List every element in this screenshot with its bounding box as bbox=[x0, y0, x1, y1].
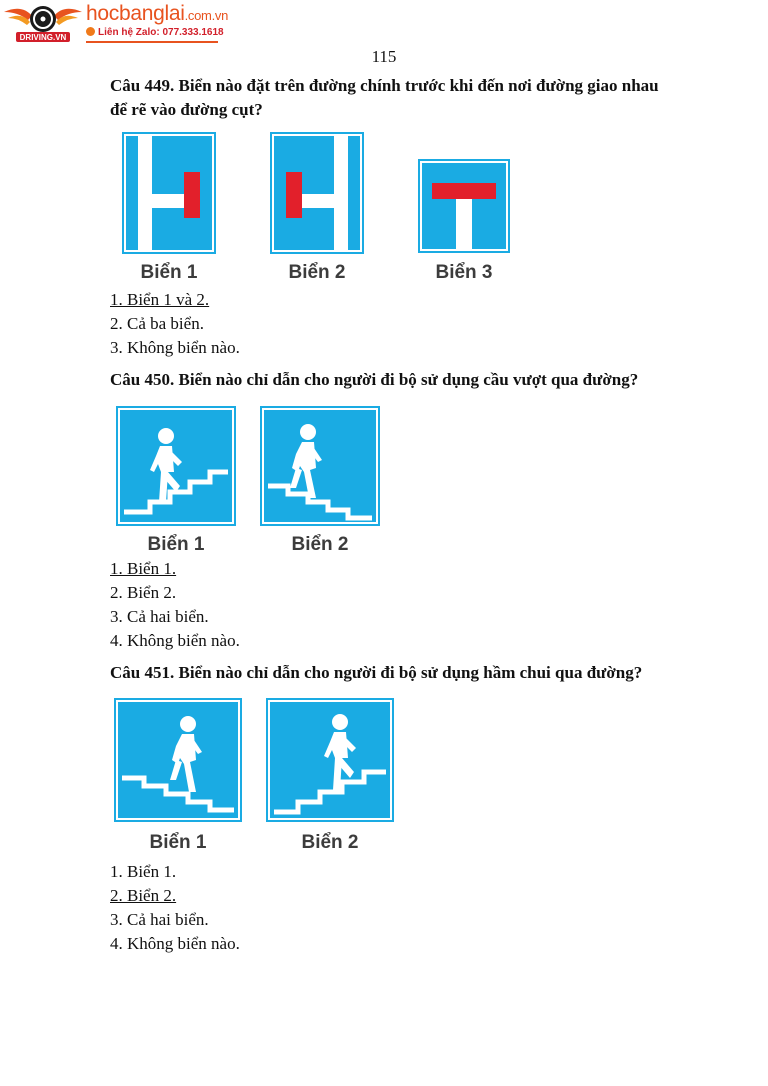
question-449: Câu 449. Biển nào đặt trên đường chính trước khi đến nơi đường giao nhau để rẽ vào đường cụt? bbox=[110, 76, 659, 119]
sign-label: Biển 2 bbox=[291, 534, 349, 555]
brand-name[interactable]: hocbanglai.com.vn bbox=[86, 2, 229, 25]
contact-info: Liên hệ Zalo: 077.333.1618 bbox=[86, 27, 224, 38]
zalo-icon bbox=[86, 27, 95, 36]
sign-label: Biển 1 bbox=[147, 534, 205, 555]
answer-option[interactable]: 2. Biển 2. bbox=[110, 886, 177, 905]
sign-label: Biển 2 bbox=[301, 832, 359, 853]
dead-end-left-sign bbox=[270, 132, 364, 254]
dead-end-right-sign bbox=[122, 132, 216, 254]
answer-option[interactable]: 2. Biển 2. bbox=[110, 583, 177, 602]
dead-end-straight-sign bbox=[418, 159, 510, 253]
answer-option[interactable]: 3. Không biển nào. bbox=[110, 338, 240, 357]
answer-option[interactable]: 4. Không biển nào. bbox=[110, 934, 240, 953]
header-divider bbox=[86, 41, 218, 43]
answer-option[interactable]: 1. Biển 1 và 2. bbox=[110, 290, 210, 309]
question-450: Câu 450. Biển nào chỉ dẫn cho người đi bộ sử dụng cầu vượt qua đường? bbox=[110, 370, 639, 389]
answer-option[interactable]: 2. Cả ba biển. bbox=[110, 314, 204, 333]
pedestrian-stairs-up-sign bbox=[266, 698, 394, 822]
page-number: 115 bbox=[371, 47, 397, 66]
answer-option[interactable]: 3. Cả hai biển. bbox=[110, 607, 209, 626]
sign-label: Biển 1 bbox=[140, 262, 198, 283]
answer-option[interactable]: 4. Không biển nào. bbox=[110, 631, 240, 650]
driving-logo[interactable] bbox=[2, 2, 84, 44]
pedestrian-stairs-down-sign bbox=[114, 698, 242, 822]
pedestrian-stairs-up-sign bbox=[116, 406, 236, 526]
answer-option[interactable]: 1. Biển 1. bbox=[110, 862, 177, 881]
question-451: Câu 451. Biển nào chỉ dẫn cho người đi bộ sử dụng hầm chui qua đường? bbox=[110, 663, 643, 682]
answer-option[interactable]: 3. Cả hai biển. bbox=[110, 910, 209, 929]
logo-text: DRIVING.VN bbox=[19, 33, 67, 42]
site-header bbox=[0, 0, 260, 46]
answer-option[interactable]: 1. Biển 1. bbox=[110, 559, 177, 578]
sign-label: Biển 3 bbox=[435, 262, 493, 283]
sign-label: Biển 2 bbox=[288, 262, 346, 283]
pedestrian-stairs-down-sign bbox=[260, 406, 380, 526]
sign-label: Biển 1 bbox=[149, 832, 207, 853]
